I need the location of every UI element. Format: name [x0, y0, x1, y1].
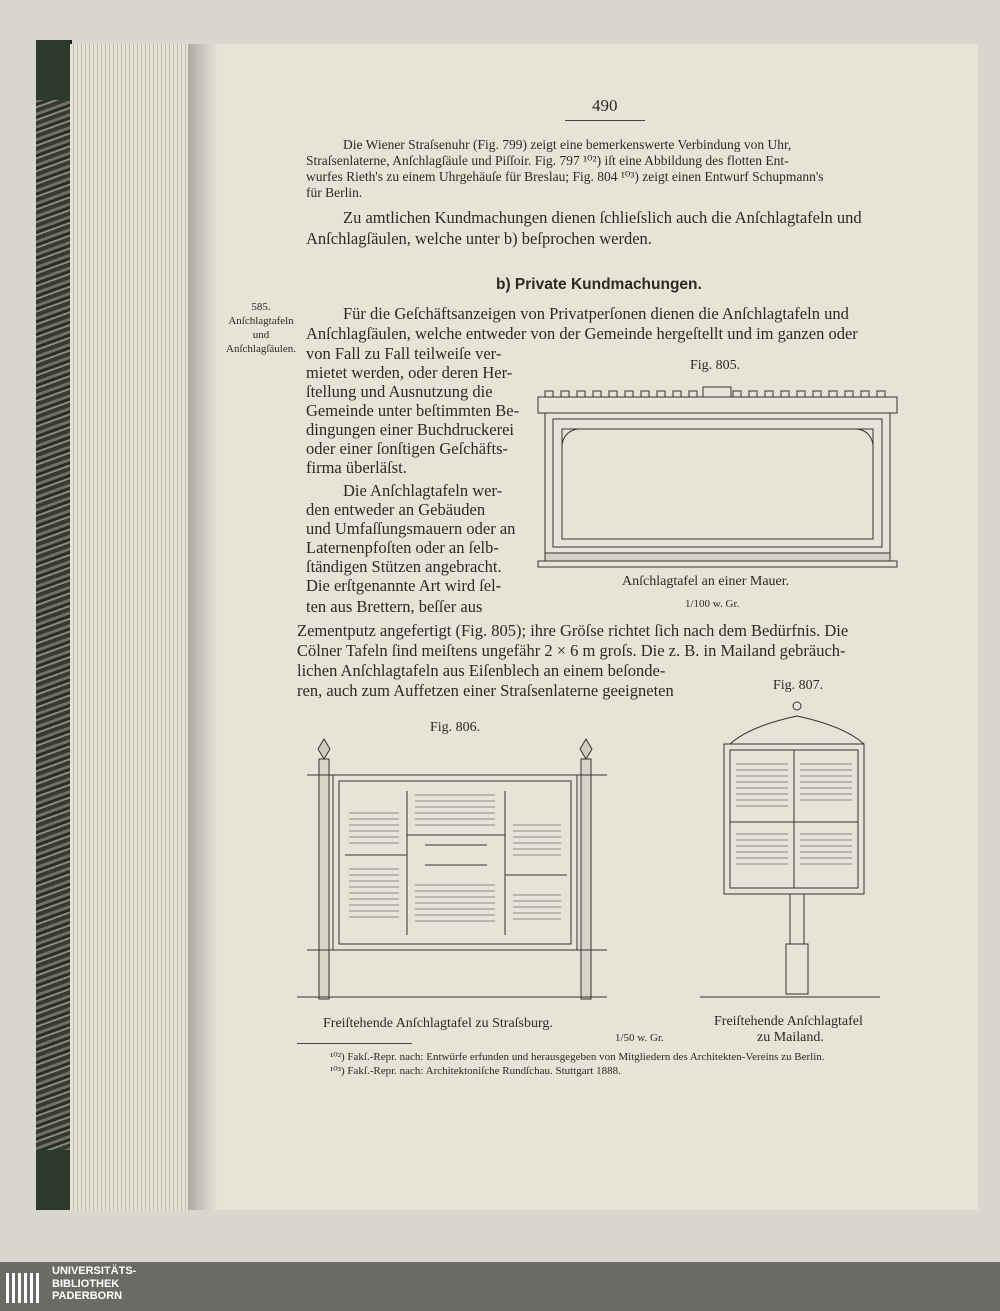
paragraph-3-line: dingungen einer Buchdruckerei: [306, 420, 515, 439]
margin-note: [218, 300, 304, 356]
paragraph-3-line: mietet werden, oder deren Her-: [306, 363, 513, 382]
fig-806-strasbourg-board-illustration: [297, 735, 607, 1005]
margin-note-line: Anſchlagſäulen.: [226, 343, 296, 355]
paragraph-3-line: ſtellung und Ausnutzung die: [306, 382, 493, 401]
library-name-line: PADERBORN: [52, 1290, 123, 1302]
fig-806-label: Fig. 806.: [430, 720, 481, 735]
margin-note-line: und: [252, 329, 270, 341]
library-name: [52, 1265, 136, 1303]
paragraph-4-line: ſtändigen Stützen angebracht.: [306, 557, 502, 576]
fig-806-caption: Freiſtehende Anſchlagtafel zu Straſsburg.: [323, 1016, 553, 1031]
paragraph-3-line: Für die Geſchäftsanzeigen von Privatperſonen dienen die Anſchlagtafeln und: [343, 304, 849, 323]
fig-805-caption: Anſchlagtafel an einer Mauer.: [622, 574, 790, 589]
page-number: 490: [592, 96, 618, 115]
paragraph-3-line: von Fall zu Fall teilweiſe ver-: [306, 344, 502, 363]
fig-805-label: Fig. 805.: [690, 358, 741, 373]
paragraph-4-line: und Umfaſſungsmauern oder an: [306, 519, 516, 538]
paragraph-1-line: für Berlin.: [306, 185, 363, 200]
fig-806-scale: 1/50 w. Gr.: [615, 1032, 664, 1044]
paragraph-4-line: lichen Anſchlagtafeln aus Eiſenblech an einem beſonde-: [297, 661, 666, 680]
page-number-rule: [565, 120, 645, 121]
fig-807-milan-board-illustration: [700, 700, 880, 1005]
paragraph-4-line: Die erſtgenannte Art wird ſel-: [306, 576, 502, 595]
section-heading: b) Private Kundmachungen.: [496, 276, 702, 293]
paragraph-4-line: Die Anſchlagtafeln wer-: [343, 481, 503, 500]
fig-807-caption-line1: Freiſtehende Anſchlagtafel: [714, 1014, 863, 1029]
paragraph-3-line: oder einer ſonſtigen Geſchäfts-: [306, 439, 509, 458]
fig-805-scale: 1/100 w. Gr.: [685, 598, 740, 610]
library-logo-icon: [6, 1269, 46, 1305]
library-banner: [0, 1262, 1000, 1311]
paragraph-1-line: wurfes Rieth's zu einem Uhrgehäuſe für Breslau; Fig. 804 ¹⁰³) zeigt einen Entwurf Schupmann's: [306, 169, 824, 184]
footnote-rule: [297, 1043, 412, 1044]
paragraph-4-line: den entweder an Gebäuden: [306, 500, 486, 519]
paragraph-2-line: Zu amtlichen Kundmachungen dienen ſchlieſslich auch die Anſchlagtafeln und: [343, 208, 862, 227]
paragraph-4-line: ten aus Brettern, beſſer aus: [306, 597, 483, 616]
library-name-line: UNIVERSITÄTS-: [52, 1265, 137, 1277]
fig-807-label: Fig. 807.: [773, 678, 824, 693]
paragraph-4-line: Cölner Tafeln ſind meiſtens ungefähr 2 × 6 m groſs. Die z. B. in Mailand gebräuch-: [297, 641, 846, 660]
paragraph-3-line: Gemeinde unter beſtimmten Be-: [306, 401, 520, 420]
paragraph-4-line: ren, auch zum Auffetzen einer Straſsenlaterne geeigneten: [297, 681, 674, 700]
fig-807-caption-line2: zu Mailand.: [757, 1030, 824, 1045]
paragraph-1-line: Straſsenlaterne, Anſchlagſäule und Piſſoir. Fig. 797 ¹⁰²) iſt eine Abbildung des flotten Ent-: [306, 153, 789, 168]
page-edges: [70, 44, 188, 1210]
page-gutter-shadow: [188, 44, 218, 1210]
library-name-line: BIBLIOTHEK: [52, 1277, 120, 1290]
book-spine: [36, 40, 72, 1210]
paragraph-4-line: Laternenpfoſten oder an ſelb-: [306, 538, 499, 557]
paragraph-3-line: Anſchlagſäulen, welche entweder von der Gemeinde hergeſtellt und im ganzen oder: [306, 324, 858, 343]
paragraph-2-line: Anſchlagſäulen, welche unter b) beſprochen werden.: [306, 229, 652, 248]
margin-note-number: 585.: [251, 301, 271, 313]
footnote-103: ¹⁰³) Fakſ.-Repr. nach: Architektoniſche Rundſchau. Stuttgart 1888.: [330, 1065, 621, 1077]
footnote-102: ¹⁰²) Fakſ.-Repr. nach: Entwürfe erfunden und herausgegeben von Mitgliedern des Architekten-Vereins zu Berlin.: [330, 1051, 825, 1063]
paragraph-4-line: Zementputz angefertigt (Fig. 805); ihre Gröſse richtet ſich nach dem Bedürfnis. Die: [297, 621, 849, 640]
marbled-cover: [36, 100, 70, 1150]
margin-note-line: Anſchlagtafeln: [228, 315, 294, 327]
paragraph-1-line: Die Wiener Straſsenuhr (Fig. 799) zeigt eine bemerkenswerte Verbindung von Uhr,: [343, 137, 792, 152]
fig-805-wall-board-illustration: [535, 385, 900, 570]
paragraph-3-line: firma überläſst.: [306, 458, 407, 477]
